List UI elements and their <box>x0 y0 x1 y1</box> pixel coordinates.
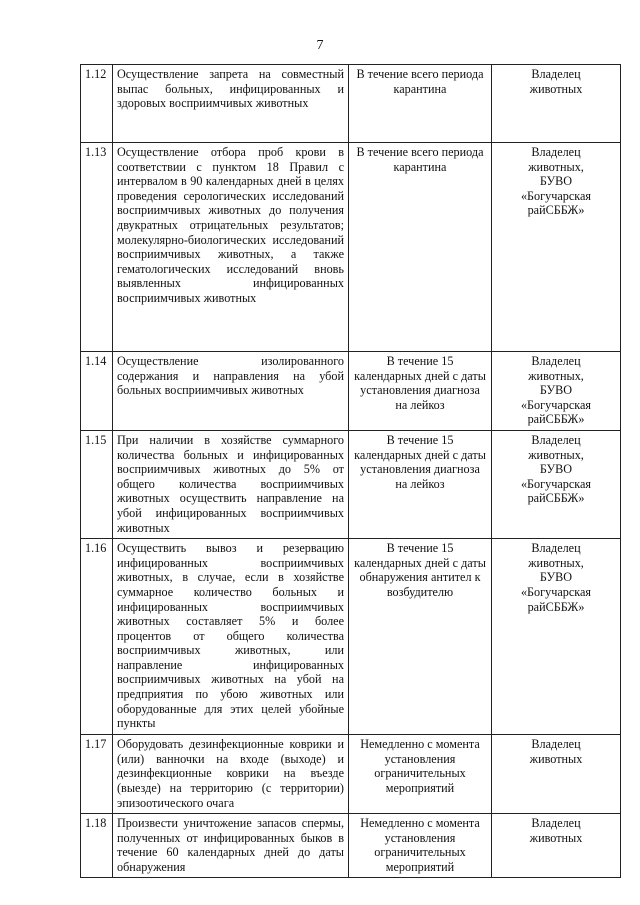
row-number: 1.17 <box>81 735 113 814</box>
responsible-line: райСББЖ» <box>527 491 585 506</box>
responsible-line: «Богучарская <box>520 397 592 412</box>
responsible-line: животных, <box>528 555 584 570</box>
responsible-line: «Богучарская <box>520 188 592 203</box>
responsible-line: БУВО <box>539 383 573 398</box>
responsible-line: райСББЖ» <box>527 203 585 218</box>
table-row <box>81 352 621 431</box>
row-action: При наличии в хозяйстве суммарного количества больных и инфицированных восприимчивых животных до 5% от общего количества восприимчивых животных осуществить направление на убой инфицированных восприимчивых животных <box>113 430 349 538</box>
row-responsible <box>492 65 621 143</box>
row-responsible <box>492 352 621 431</box>
row-number: 1.13 <box>81 143 113 352</box>
responsible-line: Владелец <box>531 816 581 831</box>
row-number: 1.12 <box>81 65 113 143</box>
row-action: Осуществление изолированного содержания и направления на убой больных восприимчивых животных <box>113 352 349 431</box>
row-number: 1.14 <box>81 352 113 431</box>
responsible-line: Владелец <box>531 432 581 447</box>
row-term: В течение всего периода карантина <box>349 65 492 143</box>
row-responsible <box>492 539 621 735</box>
page-number: 7 <box>316 38 324 53</box>
row-term: Немедленно с момента установления ограничительных мероприятий <box>349 735 492 814</box>
responsible-line: Владелец <box>531 145 581 159</box>
row-number: 1.16 <box>81 539 113 735</box>
measures-table <box>80 64 621 878</box>
responsible-line: животных <box>529 830 583 845</box>
row-term: Немедленно с момента установления ограничительных мероприятий <box>349 814 492 878</box>
row-responsible <box>492 735 621 814</box>
responsible-line: «Богучарская <box>520 584 592 599</box>
row-responsible <box>492 143 621 352</box>
responsible-line: животных, <box>528 159 584 174</box>
responsible-line: животных <box>529 751 583 766</box>
row-term: В течение 15 календарных дней с даты обнаружения антител к возбудителю <box>349 539 492 735</box>
responsible-line: Владелец <box>531 737 581 752</box>
row-action: Осуществить вывоз и резервацию инфицированных восприимчивых животных, в случае, если в хозяйстве суммарное количество больных и инфицированных восприимчивых животных составляет 5% и более процентов от общего количества восприимчивых животных, или направление инфицированных восприимчивых животных на убой на предприятия по убою животных или оборудованные для этих целей убойные пункты <box>113 539 349 735</box>
table-row <box>81 539 621 735</box>
row-term: В течение 15 календарных дней с даты установления диагноза на лейкоз <box>349 352 492 431</box>
table-row <box>81 735 621 814</box>
row-action: Осуществление отбора проб крови в соответствии с пунктом 18 Правил с интервалом в 90 календарных дней в целях проведения серологических исследований восприимчивых животных до получения двукратных отрицательных результатов; молекулярно-биологических исследований восприимчивых животных, а также гематологических исследований вновь выявленных инфицированных восприимчивых животных <box>113 143 349 352</box>
row-term: В течение 15 календарных дней с даты установления диагноза на лейкоз <box>349 430 492 538</box>
responsible-line: Владелец <box>531 354 581 368</box>
row-action: Произвести уничтожение запасов спермы, полученных от инфицированных быков в течение 60 календарных дней до даты обнаружения <box>113 814 349 878</box>
responsible-line: Владелец <box>531 541 581 556</box>
row-number: 1.18 <box>81 814 113 878</box>
row-number: 1.15 <box>81 430 113 538</box>
responsible-line: Владелец <box>531 67 581 81</box>
responsible-line: райСББЖ» <box>527 412 585 427</box>
table-row <box>81 430 621 538</box>
row-term: В течение всего периода карантина <box>349 143 492 352</box>
table-row <box>81 65 621 143</box>
responsible-line: БУВО <box>539 174 573 189</box>
responsible-line: БУВО <box>539 462 573 477</box>
table-row <box>81 814 621 878</box>
responsible-line: райСББЖ» <box>527 599 585 614</box>
responsible-line: БУВО <box>539 570 573 585</box>
table-row <box>81 143 621 352</box>
row-action: Оборудовать дезинфекционные коврики и (или) ванночки на входе (выходе) и дезинфекционные коврики на въезде (выезде) на территорию (с территории) эпизоотического очага <box>113 735 349 814</box>
responsible-line: животных, <box>528 447 584 462</box>
row-responsible <box>492 814 621 878</box>
responsible-line: «Богучарская <box>520 476 592 491</box>
responsible-line: животных, <box>528 368 584 383</box>
row-responsible <box>492 430 621 538</box>
responsible-line: животных <box>529 81 583 96</box>
row-action: Осуществление запрета на совместный выпас больных, инфицированных и здоровых восприимчивых животных <box>113 65 349 143</box>
